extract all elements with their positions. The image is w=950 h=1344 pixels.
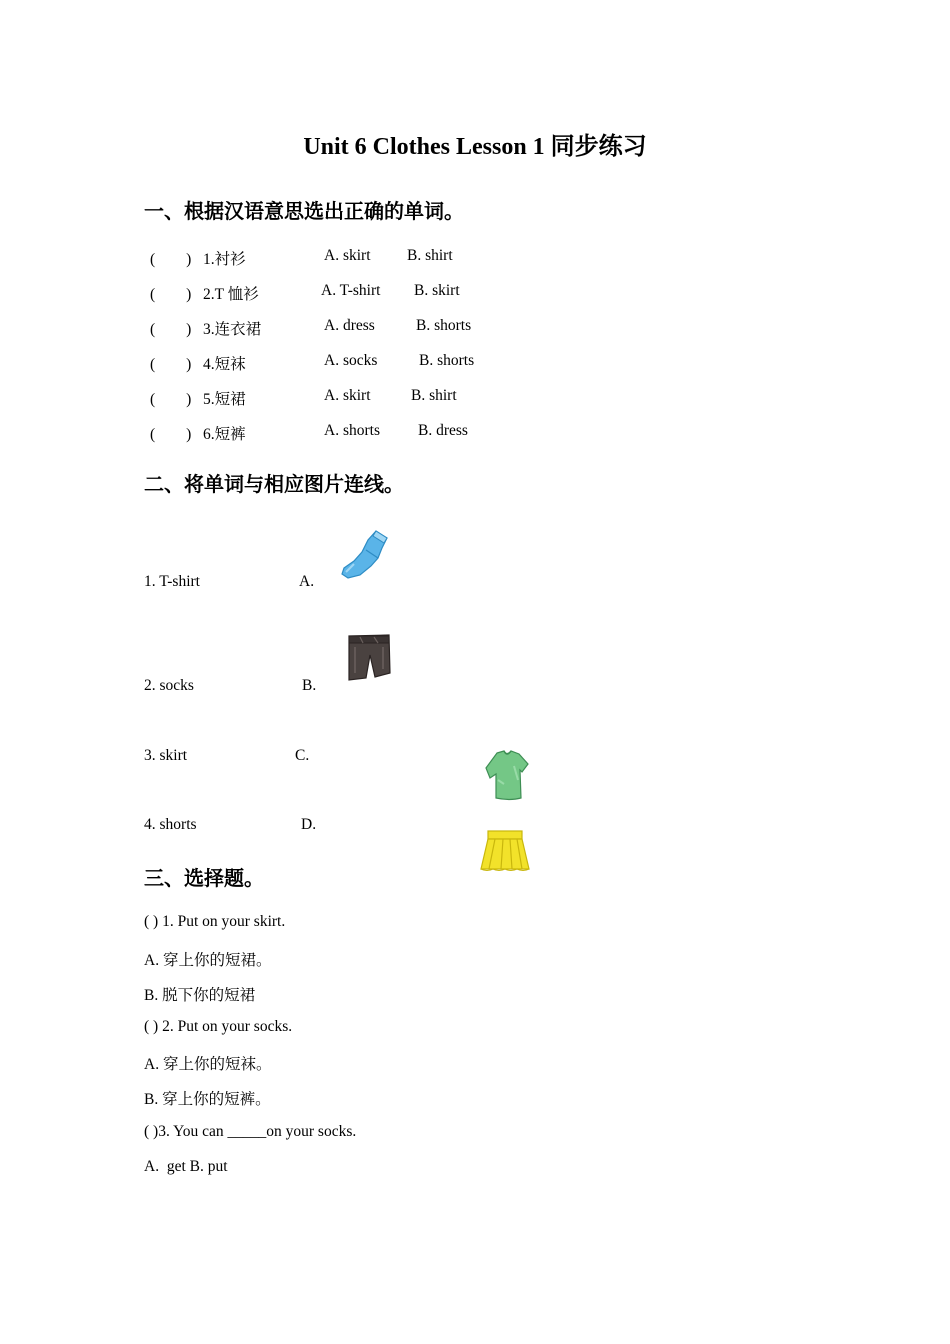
question-line: ( ) 1. Put on your skirt. (144, 913, 286, 930)
question-prompt: 1.衬衫 (203, 251, 246, 268)
question-prompt: 4.短袜 (203, 356, 246, 373)
option-a: A. socks (324, 352, 378, 369)
answer-bracket[interactable]: ( ) (150, 356, 192, 373)
option-line: B. 脱下你的短裙 (144, 987, 256, 1004)
question-prompt: 3.连衣裙 (203, 321, 262, 338)
answer-bracket[interactable]: ( ) (150, 426, 192, 443)
option-b: B. shorts (419, 352, 475, 369)
option-a: A. dress (324, 317, 375, 334)
answer-bracket[interactable]: ( ) (150, 321, 192, 338)
match-letter: B. (302, 677, 317, 694)
option-b: B. dress (418, 422, 468, 439)
question-line: ( )3. You can _____on your socks. (144, 1123, 357, 1140)
option-a: A. skirt (324, 387, 371, 404)
sock-icon[interactable] (338, 528, 390, 580)
match-letter: C. (295, 747, 310, 764)
match-word: 3. skirt (144, 747, 188, 764)
section3-heading: 三、选择题。 (144, 866, 264, 890)
option-b: B. shirt (411, 387, 457, 404)
match-word: 1. T-shirt (144, 573, 200, 590)
match-letter: A. (299, 573, 315, 590)
question-line: ( ) 2. Put on your socks. (144, 1018, 293, 1035)
match-word: 4. shorts (144, 816, 197, 833)
answer-bracket[interactable]: ( ) (150, 391, 192, 408)
option-b: B. skirt (414, 282, 460, 299)
skirt-icon[interactable] (479, 829, 531, 873)
shorts-icon[interactable] (345, 633, 393, 683)
option-line: A. 穿上你的短袜。 (144, 1056, 272, 1073)
match-letter: D. (301, 816, 317, 833)
section1-heading: 一、根据汉语意思选出正确的单词。 (144, 199, 464, 223)
question-prompt: 5.短裙 (203, 391, 246, 408)
answer-bracket[interactable]: ( ) (150, 251, 192, 268)
option-line: A. 穿上你的短裙。 (144, 952, 272, 969)
option-a: A. skirt (324, 247, 371, 264)
question-prompt: 6.短裤 (203, 426, 246, 443)
question-prompt: 2.T 恤衫 (203, 286, 259, 303)
tshirt-icon[interactable] (484, 750, 530, 802)
option-a: A. shorts (324, 422, 380, 439)
answer-bracket[interactable]: ( ) (150, 286, 192, 303)
section2-heading: 二、将单词与相应图片连线。 (144, 472, 404, 496)
page-title: Unit 6 Clothes Lesson 1 同步练习 (303, 134, 647, 160)
option-line: A. get B. put (144, 1158, 228, 1175)
option-b: B. shirt (407, 247, 453, 264)
option-line: B. 穿上你的短裤。 (144, 1091, 271, 1108)
option-a: A. T-shirt (321, 282, 381, 299)
match-word: 2. socks (144, 677, 194, 694)
option-b: B. shorts (416, 317, 472, 334)
